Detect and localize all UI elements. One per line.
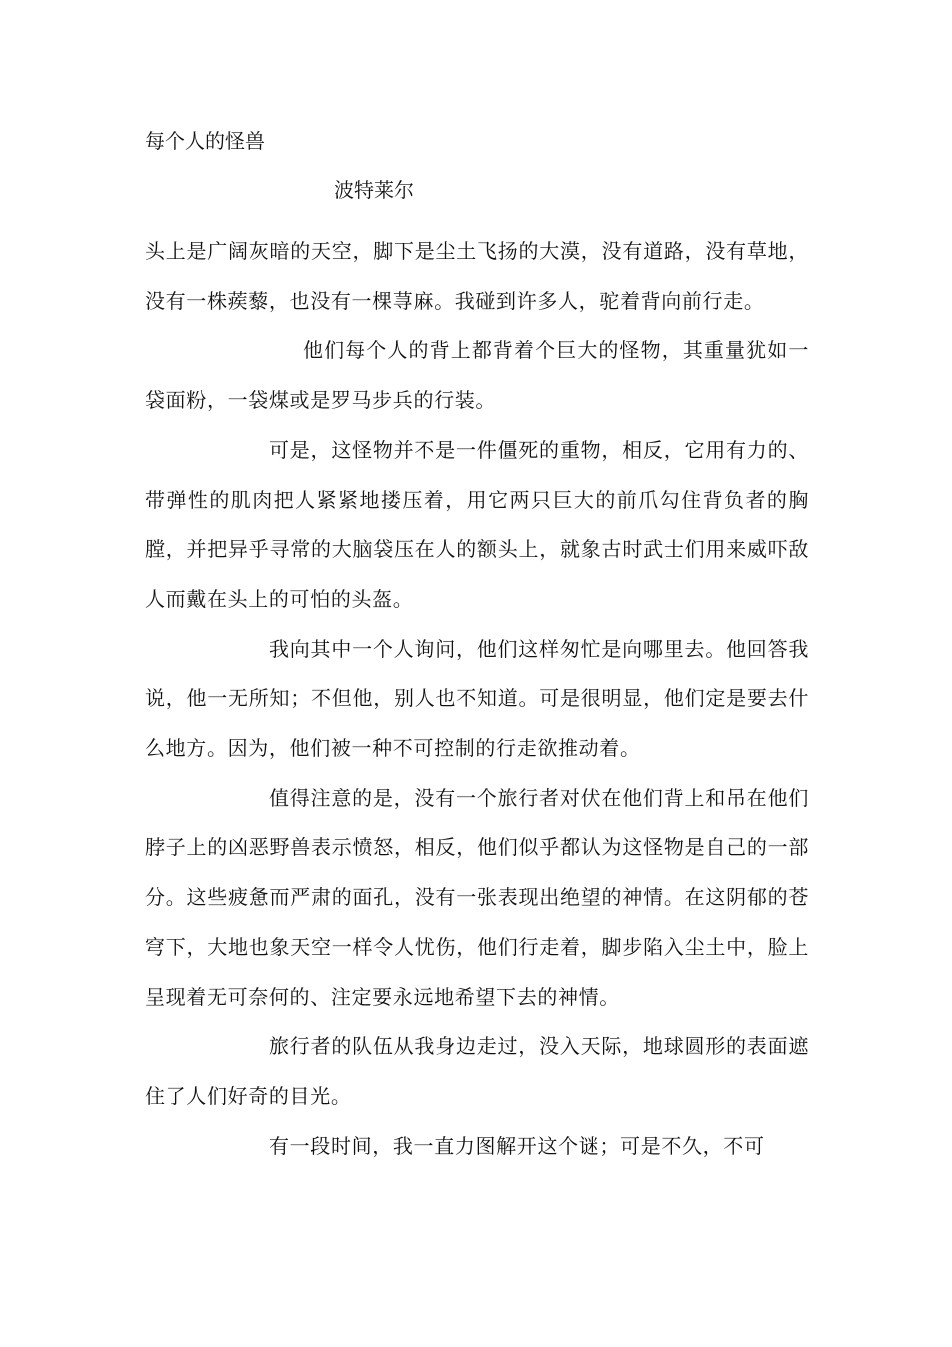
paragraph-5: 值得注意的是，没有一个旅行者对伏在他们背上和吊在他们脖子上的凶恶野兽表示愤怒，相反，他们似乎都认为这怪物是自己的一部分。这些疲惫而严肃的面孔，没有一张表现出绝望的神情。在这阴郁的苍穹下，大地也象天空一样令人忧伤，他们行走着，脚步陷入尘土中，脸上呈现着无可奈何的、注定要永远地希望下去的神情。 [145,785,809,1009]
document-author: 波特莱尔 [334,178,414,202]
document-title: 每个人的怪兽 [145,129,265,153]
paragraph-4: 我向其中一个人询问，他们这样匆忙是向哪里去。他回答我说，他一无所知；不但他，别人也不知道。可是很明显，他们定是要去什么地方。因为，他们被一种不可控制的行走欲推动着。 [145,636,809,761]
paragraph-7: 有一段时间，我一直力图解开这个谜；可是不久，不可 [269,1133,765,1158]
paragraph-1: 头上是广阔灰暗的天空，脚下是尘土飞扬的大漠，没有道路，没有草地，没有一株蒺藜，也没有一棵荨麻。我碰到许多人，驼着背向前行走。 [145,239,809,313]
document-body [145,227,809,1171]
paragraph-6: 旅行者的队伍从我身边走过，没入天际，地球圆形的表面遮住了人们好奇的目光。 [145,1034,809,1108]
paragraph-3: 可是，这怪物并不是一件僵死的重物，相反，它用有力的、带弹性的肌肉把人紧紧地搂压着，用它两只巨大的前爪勾住背负者的胸膛，并把异乎寻常的大脑袋压在人的额头上，就象古时武士们用来威吓敌人而戴在头上的可怕的头盔。 [145,437,809,611]
paragraph-2: 他们每个人的背上都背着个巨大的怪物，其重量犹如一袋面粉，一袋煤或是罗马步兵的行装。 [145,338,809,413]
